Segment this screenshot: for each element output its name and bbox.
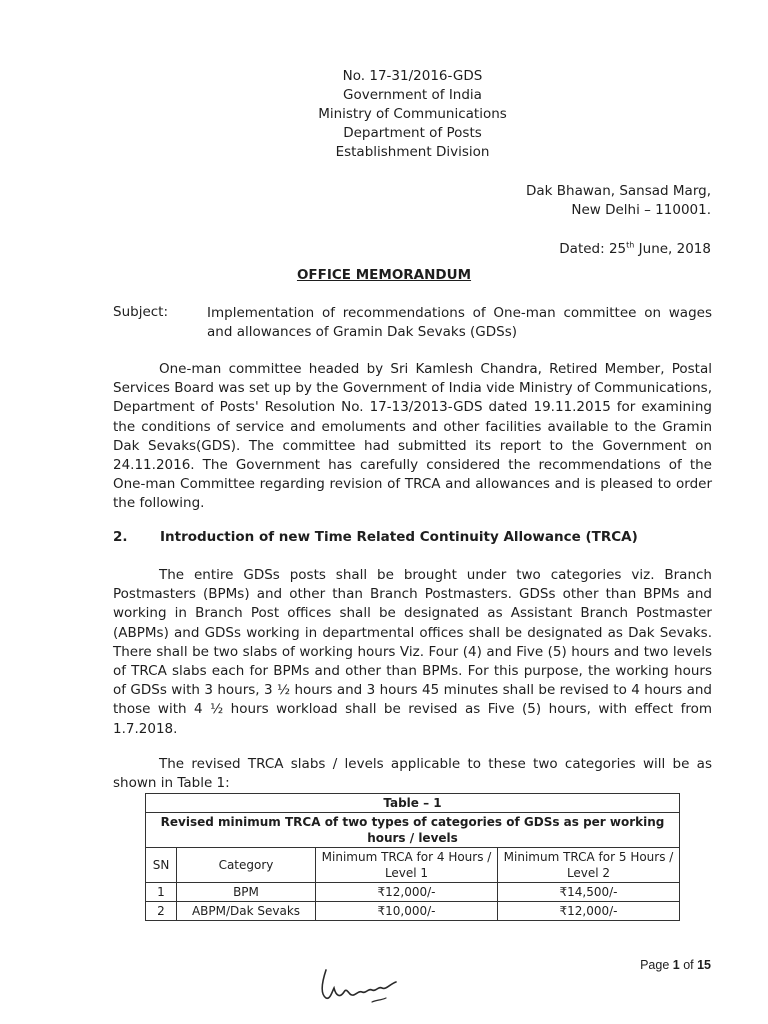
paragraph-3: The revised TRCA slabs / levels applicable to these two categories will be as shown in Table 1: xyxy=(113,756,712,792)
table-caption: Table – 1 xyxy=(146,794,680,813)
table-cell: BPM xyxy=(177,883,316,902)
table-row xyxy=(146,883,680,902)
address-line-1: Dak Bhawan, Sansad Marg, xyxy=(526,183,711,199)
government-name: Government of India xyxy=(343,87,482,103)
table-subtitle: Revised minimum TRCA of two types of categories of GDSs as per working hours / levels xyxy=(146,813,680,848)
subject-label: Subject: xyxy=(113,304,169,320)
table-cell: ₹14,500/- xyxy=(498,883,680,902)
letterhead xyxy=(290,67,535,162)
date-suffix: June, 2018 xyxy=(634,241,711,257)
sender-address xyxy=(526,182,711,220)
date-line xyxy=(559,241,711,257)
page-total: 15 xyxy=(697,958,711,972)
file-number: No. 17-31/2016-GDS xyxy=(342,68,483,84)
table-cell: 2 xyxy=(146,902,177,921)
table-cell: 1 xyxy=(146,883,177,902)
table-cell: ₹12,000/- xyxy=(316,883,498,902)
trca-table xyxy=(145,793,680,921)
table-cell: ₹10,000/- xyxy=(316,902,498,921)
table-cell: ₹12,000/- xyxy=(498,902,680,921)
section-title: Introduction of new Time Related Continuity Allowance (TRCA) xyxy=(160,529,638,545)
ministry-name: Ministry of Communications xyxy=(318,106,507,122)
page-number xyxy=(640,958,711,972)
division-name: Establishment Division xyxy=(335,144,490,160)
page-prefix: Page xyxy=(640,958,673,972)
paragraph-2: The entire GDSs posts shall be brought under two categories viz. Branch Postmasters (BPMs) and other than Branch Postmasters. GDSs other than BPMs and working in Branch Post offices shall be designated as Assistant Branch Postmaster (ABPMs) and GDSs working in departmental offices shall be designated as Dak Sevaks. There shall be two slabs of working hours Viz. Four (4) and Five (5) hours and two levels of TRCA slabs each for BPMs and other than BPMs. For this purpose, the working hours of GDSs with 3 hours, 3 ½ hours and 3 hours 45 minutes shall be revised to 4 hours and those with 4 ½ hours workload shall be revised as Five (5) hours, with effect from 1.7.2018. xyxy=(113,567,712,737)
handwritten-signature xyxy=(312,962,412,1012)
section-number: 2. xyxy=(113,529,128,545)
header-cell: Minimum TRCA for 4 Hours / Level 1 xyxy=(316,848,498,883)
subject-text: Implementation of recommendations of One-man committee on wages and allowances of Gramin Dak Sevaks (GDSs) xyxy=(207,305,712,340)
department-name: Department of Posts xyxy=(343,125,482,141)
page-current: 1 xyxy=(672,958,680,972)
header-cell: SN xyxy=(146,848,177,883)
paragraph-1: One-man committee headed by Sri Kamlesh Chandra, Retired Member, Postal Services Board was set up by the Government of India vide Ministry of Communications, Department of Posts' Resolution No. 17-13/2013-GDS dated 19.11.2015 for examining the conditions of service and emoluments and other facilities available to the Gramin Dak Sevaks(GDS). The committee had submitted its report to the Government on 24.11.2016. The Government has carefully considered the recommendations of the One-man Committee regarding revision of TRCA and allowances and is pleased to order the following. xyxy=(113,361,712,512)
header-cell: Minimum TRCA for 5 Hours / Level 2 xyxy=(498,848,680,883)
table-row xyxy=(146,902,680,921)
memo-title xyxy=(0,267,768,283)
header-cell: Category xyxy=(177,848,316,883)
table-header-row xyxy=(146,848,680,883)
page-of: of xyxy=(679,958,698,972)
address-line-2: New Delhi – 110001. xyxy=(571,202,711,218)
memo-title-text: OFFICE MEMORANDUM xyxy=(296,267,472,283)
date-prefix: Dated: 25 xyxy=(559,241,627,257)
table-cell: ABPM/Dak Sevaks xyxy=(177,902,316,921)
date-ordinal: th xyxy=(626,240,635,250)
